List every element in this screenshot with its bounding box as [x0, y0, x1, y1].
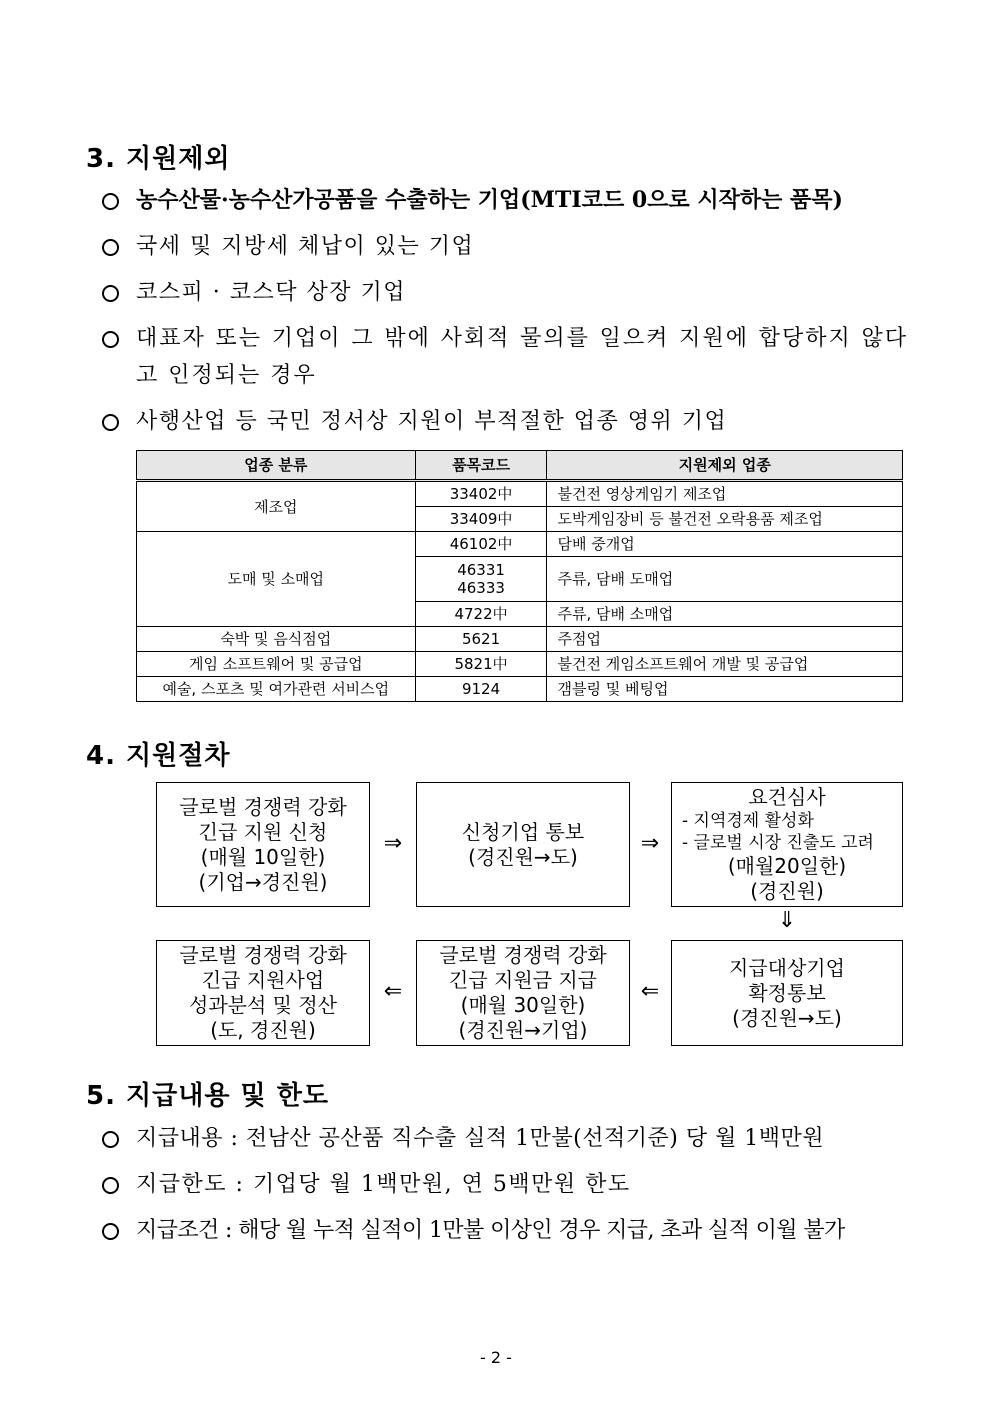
desc-cell: 담배 중개업 — [547, 532, 903, 557]
box-line: - 지역경제 활성화 — [682, 811, 814, 831]
list-item — [102, 320, 908, 394]
category-cell: 도매 및 소매업 — [137, 532, 416, 627]
circle-bullet-icon — [102, 1212, 136, 1252]
box-line: 신청기업 통보 — [461, 819, 585, 844]
arrow-left-icon: ⇐ — [383, 979, 403, 1004]
circle-bullet-icon — [102, 403, 136, 443]
table-row — [137, 532, 903, 557]
code-cell: 5621 — [415, 627, 547, 652]
bullet-text: 국세 및 지방세 체납이 있는 기업 — [136, 234, 475, 259]
step-pay-box — [416, 940, 630, 1046]
code-cell — [415, 557, 547, 602]
step-apply-box — [156, 782, 370, 907]
table-row — [137, 481, 903, 507]
code-cell: 5821中 — [415, 652, 547, 677]
box-line: 글로벌 경쟁력 강화 — [439, 943, 607, 967]
section-3-title: 3. 지원제외 — [86, 144, 231, 174]
box-line: (매월20일한) — [727, 854, 847, 878]
bullet-text: 농수산물·농수산가공품을 수출하는 기업(MTI코드 0으로 시작하는 품목) — [136, 187, 843, 213]
arrow-right-icon: ⇒ — [640, 831, 660, 856]
desc-cell: 주점업 — [547, 627, 903, 652]
step-review-box — [671, 782, 903, 907]
bullet-text: 지급조건 : 해당 월 누적 실적이 1만불 이상인 경우 지급, 초과 실적 이월 불가 — [136, 1218, 845, 1243]
desc-cell: 불건전 영상게임기 제조업 — [547, 481, 903, 507]
desc-cell: 도박게임장비 등 불건전 오락용품 제조업 — [547, 507, 903, 532]
circle-bullet-icon — [102, 320, 136, 360]
circle-bullet-icon — [102, 182, 136, 222]
step-settle-box — [156, 940, 370, 1046]
category-cell: 게임 소프트웨어 및 공급업 — [137, 652, 416, 677]
box-line: 지급대상기업 — [729, 955, 845, 980]
list-item — [102, 1120, 908, 1157]
box-line: (도, 경진원) — [210, 1018, 316, 1042]
arrow-right-icon: ⇒ — [383, 831, 403, 856]
box-line: 성과분석 및 정산 — [189, 993, 337, 1017]
column-header: 품목코드 — [415, 451, 547, 481]
arrow-left-icon: ⇐ — [640, 979, 660, 1004]
list-item — [102, 274, 908, 311]
circle-bullet-icon — [102, 1120, 136, 1160]
section-5-title: 5. 지급내용 및 한도 — [86, 1081, 329, 1111]
list-item — [102, 403, 908, 440]
code-cell: 33402中 — [415, 481, 547, 507]
box-line: 긴급 지원사업 — [201, 968, 325, 992]
code-cell: 4722中 — [415, 602, 547, 627]
box-line: (매월 10일한) — [200, 844, 326, 869]
list-item — [102, 228, 908, 265]
box-line: (경진원→도) — [732, 1005, 842, 1030]
box-line: (경진원) — [750, 879, 824, 903]
section-4-title: 4. 지원절차 — [86, 741, 231, 771]
code-cell: 46102中 — [415, 532, 547, 557]
step-notify-box — [416, 782, 630, 907]
box-line: (경진원→기업) — [458, 1018, 588, 1042]
list-item — [102, 1166, 908, 1203]
table-row — [137, 627, 903, 652]
column-header: 지원제외 업종 — [547, 451, 903, 481]
arrow-down-icon: ⇓ — [777, 908, 797, 933]
box-line: 확정통보 — [748, 980, 826, 1005]
desc-cell: 주류, 담배 소매업 — [547, 602, 903, 627]
circle-bullet-icon — [102, 274, 136, 314]
circle-bullet-icon — [102, 1166, 136, 1206]
list-item — [102, 1212, 908, 1249]
box-line: 긴급 지원 신청 — [198, 819, 328, 844]
desc-cell: 주류, 담배 도매업 — [547, 557, 903, 602]
box-line: 긴급 지원금 지급 — [449, 968, 597, 992]
table-header-row — [137, 451, 903, 481]
step-confirm-box — [671, 940, 903, 1046]
box-line: - 글로벌 시장 진출도 고려 — [682, 833, 874, 853]
table-row — [137, 677, 903, 702]
code-cell: 33409中 — [415, 507, 547, 532]
column-header: 업종 분류 — [137, 451, 416, 481]
box-line: 글로벌 경쟁력 강화 — [179, 943, 347, 967]
list-item — [102, 182, 908, 219]
bullet-text: 사행산업 등 국민 정서상 지원이 부적절한 업종 영위 기업 — [136, 409, 728, 434]
category-cell: 제조업 — [137, 481, 416, 532]
box-line: 글로벌 경쟁력 강화 — [179, 794, 347, 819]
code-line: 46333 — [457, 579, 505, 597]
table-row — [137, 652, 903, 677]
desc-cell: 불건전 게임소프트웨어 개발 및 공급업 — [547, 652, 903, 677]
box-line: (기업→경진원) — [198, 869, 328, 894]
category-cell: 숙박 및 음식점업 — [137, 627, 416, 652]
circle-bullet-icon — [102, 228, 136, 268]
exclusion-table — [136, 450, 903, 702]
box-line: (매월 30일한) — [460, 993, 586, 1017]
bullet-text: 지급내용 : 전남산 공산품 직수출 실적 1만불(선적기준) 당 월 1백만원 — [136, 1126, 825, 1151]
category-cell: 예술, 스포츠 및 여가관련 서비스업 — [137, 677, 416, 702]
box-line: (경진원→도) — [468, 844, 578, 869]
desc-cell: 갬블링 및 베팅업 — [547, 677, 903, 702]
page-number: - 2 - — [480, 1348, 512, 1367]
code-line: 46331 — [457, 561, 505, 579]
box-line: 요건심사 — [748, 785, 826, 809]
bullet-text: 코스피 · 코스닥 상장 기업 — [136, 280, 406, 305]
bullet-text: 대표자 또는 기업이 그 밖에 사회적 물의를 일으켜 지원에 합당하지 않다고 인정되는 경우 — [136, 326, 908, 388]
bullet-text: 지급한도 : 기업당 월 1백만원, 연 5백만원 한도 — [136, 1172, 631, 1197]
code-cell: 9124 — [415, 677, 547, 702]
